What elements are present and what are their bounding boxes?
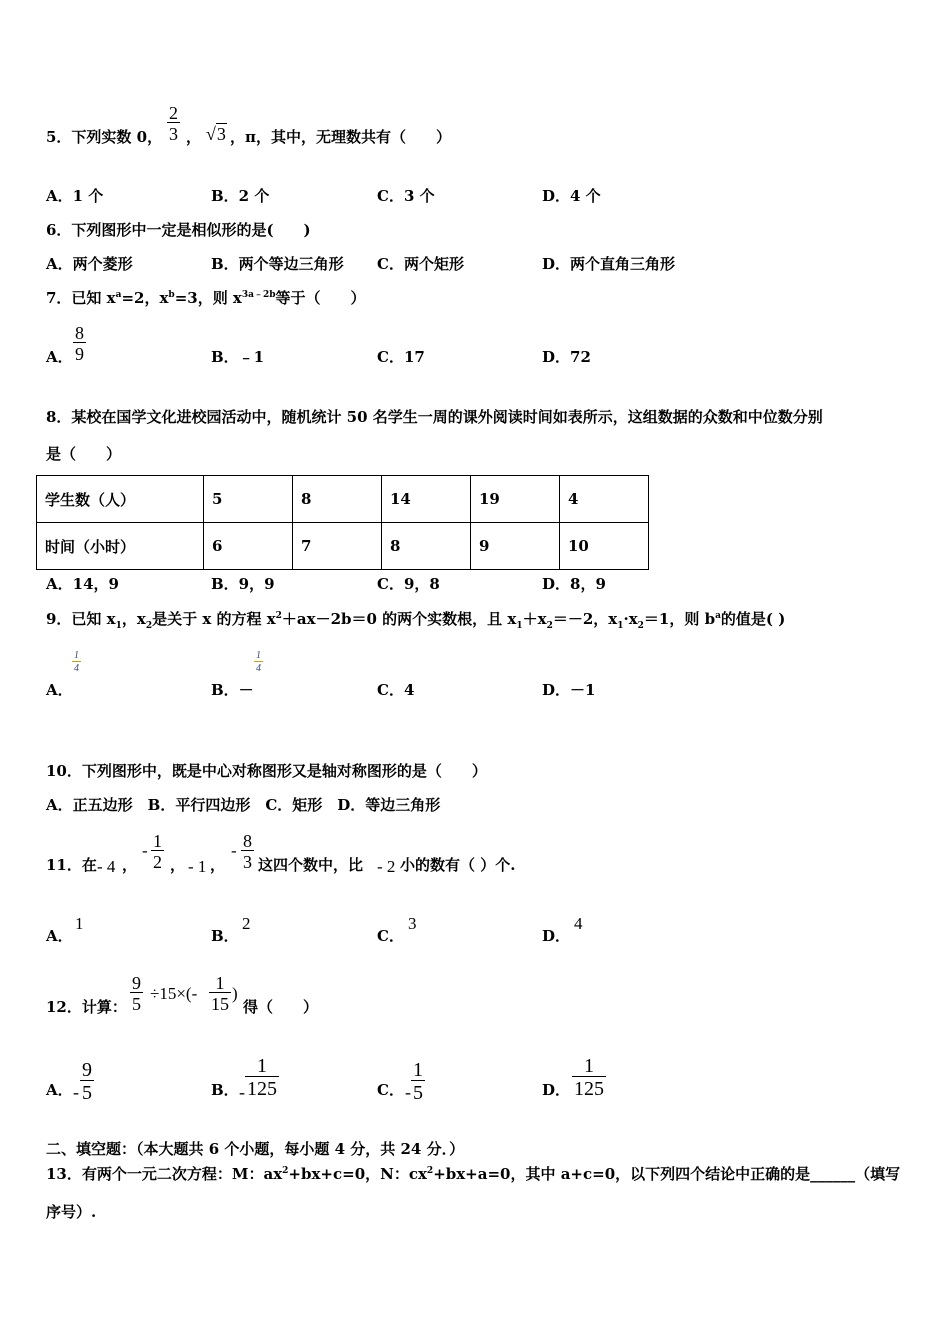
q12-option-c[interactable]: C． xyxy=(377,1081,404,1099)
q11-frac1-num: 1 xyxy=(153,831,162,851)
q11-value-2: - 1 xyxy=(188,857,207,876)
q5-text-a: 5．下列实数 0， xyxy=(46,128,163,146)
q7-a-den: 9 xyxy=(75,344,84,364)
q9-text-e: ＋x xyxy=(522,610,547,628)
q9-stem xyxy=(46,610,786,631)
q9-text-g: ·x xyxy=(623,610,638,628)
q10-stem: 10．下列图形中，既是中心对称图形又是轴对称图形的是（ ） xyxy=(46,762,487,780)
q6-option-c[interactable]: C．两个矩形 xyxy=(377,255,464,273)
q7-stem xyxy=(46,289,366,307)
q8-option-c[interactable]: C．9，8 xyxy=(377,575,440,593)
q12-option-b[interactable]: B． xyxy=(211,1081,239,1099)
q11-frac2-num: 8 xyxy=(243,831,252,851)
q10-options[interactable]: A．正五边形 B．平行四边形 C．矩形 D．等边三角形 xyxy=(46,796,441,814)
table-cell: 6 xyxy=(204,523,293,570)
q12-a-num: 9 xyxy=(82,1059,92,1081)
q12-d-num: 1 xyxy=(584,1055,594,1077)
q9-option-d[interactable]: D．－1 xyxy=(542,681,596,699)
q11-sep1: ， xyxy=(122,856,138,874)
q11-option-d[interactable]: D． xyxy=(542,927,571,945)
q9-sub6: 2 xyxy=(637,621,644,631)
q8-option-d[interactable]: D．8，9 xyxy=(542,575,606,593)
q5-option-d[interactable]: D．4 个 xyxy=(542,187,601,205)
q9-text-d: ＋ax－2b＝0 的两个实数根，且 x xyxy=(281,610,517,628)
q11-fraction-1 xyxy=(151,832,164,871)
q9-option-b-fraction xyxy=(254,651,263,674)
q12-text-a: 12．计算： xyxy=(46,998,127,1016)
q11-option-a-value: 1 xyxy=(75,914,84,933)
q8-option-a[interactable]: A．14，9 xyxy=(46,575,119,593)
q11-sep3: ， xyxy=(210,856,226,874)
q9-sub5: 1 xyxy=(617,621,624,631)
q5-option-b[interactable]: B．2 个 xyxy=(211,187,270,205)
q9-text-i: 的值是( ) xyxy=(720,610,786,628)
q12-option-c-fraction xyxy=(411,1060,425,1103)
q12-operator: ÷15×(- xyxy=(150,984,198,1003)
q9-sup-a: a xyxy=(715,611,721,621)
q9-a-num: 1 xyxy=(74,650,79,661)
table-cell: 19 xyxy=(471,476,560,523)
q11-frac2-den: 3 xyxy=(243,852,252,872)
q9-text-a: 9．已知 x xyxy=(46,610,116,628)
table-cell: 7 xyxy=(293,523,382,570)
q12-d-den: 125 xyxy=(574,1078,604,1100)
q12-option-b-sign: - xyxy=(239,1082,245,1102)
q12-option-d[interactable]: D． xyxy=(542,1081,571,1099)
q11-option-d-value: 4 xyxy=(574,914,583,933)
q5-option-c[interactable]: C．3 个 xyxy=(377,187,435,205)
q6-option-b[interactable]: B．两个等边三角形 xyxy=(211,255,344,273)
q11-frac1-sign: - xyxy=(142,841,148,860)
q7-option-d[interactable]: D．72 xyxy=(542,348,591,366)
q11-option-a[interactable]: A． xyxy=(46,927,73,945)
q5-frac-den: 3 xyxy=(169,124,178,144)
table-cell: 14 xyxy=(382,476,471,523)
q5-sqrt: √3 xyxy=(206,124,226,144)
q12-c-num: 1 xyxy=(413,1059,423,1081)
q7-option-a-fraction xyxy=(73,324,86,363)
q9-sub4: 2 xyxy=(546,621,553,631)
q12-b-den: 125 xyxy=(247,1078,277,1100)
q12-fraction-1 xyxy=(130,974,143,1013)
q5-stem xyxy=(46,128,162,146)
q12-b-num: 1 xyxy=(257,1055,267,1077)
table-cell: 学生数（人） xyxy=(37,476,204,523)
q11-option-b[interactable]: B． xyxy=(211,927,239,945)
q5-sqrt-val: 3 xyxy=(216,124,226,144)
q13-stem-line2: 序号）. xyxy=(46,1203,97,1221)
q6-option-d[interactable]: D．两个直角三角形 xyxy=(542,255,676,273)
q12-text-b: 得（ ） xyxy=(243,998,319,1016)
q13-text-c: +bx+a=0，其中 a+c=0，以下列四个结论中正确的是______（填写 xyxy=(433,1165,901,1183)
q12-option-a[interactable]: A． xyxy=(46,1081,73,1099)
q7-sup-b: b xyxy=(168,290,175,300)
q5-sep: ， xyxy=(186,128,202,146)
q9-text-h: ＝1，则 b xyxy=(643,610,716,628)
q11-option-c-value: 3 xyxy=(408,914,417,933)
q5-option-a[interactable]: A．1 个 xyxy=(46,187,104,205)
q7-text-b: =2，x xyxy=(121,289,169,307)
q11-option-c[interactable]: C． xyxy=(377,927,404,945)
q12-f2-den: 15 xyxy=(211,994,229,1014)
q6-option-a[interactable]: A．两个菱形 xyxy=(46,255,133,273)
table-row xyxy=(37,476,649,523)
q9-option-b[interactable]: B．－ xyxy=(211,681,254,699)
q11-text-a: 11．在 xyxy=(46,856,97,874)
q7-sup-c: 3a﹣2b xyxy=(241,290,276,300)
q11-option-b-value: 2 xyxy=(242,914,251,933)
q9-option-a[interactable]: A． xyxy=(46,681,73,699)
q9-option-a-fraction xyxy=(72,651,81,674)
q11-frac2-sign: - xyxy=(231,841,237,860)
q8-stem-line2: 是（ ） xyxy=(46,445,122,463)
q12-option-a-fraction xyxy=(80,1060,94,1103)
q9-a-den: 4 xyxy=(74,663,79,674)
q7-option-a[interactable]: A． xyxy=(46,348,73,366)
q12-f2-num: 1 xyxy=(215,973,225,993)
q12-c-den: 5 xyxy=(413,1082,423,1104)
q8-stem-line1: 8．某校在国学文化进校园活动中，随机统计 50 名学生一周的课外阅读时间如表所示，这组数据的众数和中位数分别 xyxy=(46,408,823,426)
q12-option-b-fraction xyxy=(245,1056,279,1099)
table-cell: 8 xyxy=(293,476,382,523)
q7-option-b[interactable]: B．﹣1 xyxy=(211,348,265,366)
q12-close-paren: ) xyxy=(232,984,238,1003)
q11-sep2: ， xyxy=(170,856,186,874)
q11-text-b: 这四个数中，比 xyxy=(258,856,364,874)
q12-fraction-2 xyxy=(209,974,231,1013)
table-cell: 8 xyxy=(382,523,471,570)
q8-option-b[interactable]: B．9，9 xyxy=(211,575,275,593)
q12-f1-den: 5 xyxy=(132,994,141,1014)
q11-value-3: - 2 xyxy=(377,857,396,876)
q11-text-c: 小的数有（ ）个. xyxy=(400,856,516,874)
q9-b-den: 4 xyxy=(256,663,261,674)
q5-fraction xyxy=(167,104,180,143)
table-cell: 时间（小时） xyxy=(37,523,204,570)
q13-sup2: 2 xyxy=(426,1166,434,1176)
q7-option-c[interactable]: C．17 xyxy=(377,348,425,366)
q11-value-1: - 4 xyxy=(97,857,116,876)
q5-frac-num: 2 xyxy=(169,103,178,123)
q11-fraction-2 xyxy=(241,832,254,871)
q9-text-c: 是关于 x 的方程 x xyxy=(152,610,276,628)
q12-option-d-fraction xyxy=(572,1056,606,1099)
q12-option-a-sign: - xyxy=(73,1082,79,1102)
q9-sub2: 2 xyxy=(145,621,153,631)
q7-a-num: 8 xyxy=(75,323,84,343)
table-cell: 5 xyxy=(204,476,293,523)
q9-b-num: 1 xyxy=(256,650,261,661)
q7-text-d: 等于（ ） xyxy=(275,289,366,307)
q9-sup2: 2 xyxy=(275,611,282,621)
q8-data-table xyxy=(36,475,649,570)
q12-f1-num: 9 xyxy=(132,973,141,993)
q9-text-f: ＝－2，x xyxy=(552,610,618,628)
q12-option-c-sign: - xyxy=(405,1082,411,1102)
table-cell: 9 xyxy=(471,523,560,570)
q13-stem xyxy=(46,1165,900,1183)
q13-sup1: 2 xyxy=(282,1166,289,1176)
q9-sub3: 1 xyxy=(516,621,523,631)
q7-sup-a: a xyxy=(115,290,122,300)
q11-frac1-den: 2 xyxy=(153,852,162,872)
table-cell: 10 xyxy=(560,523,649,570)
section-2-title: 二、填空题：（本大题共 6 个小题，每小题 4 分，共 24 分．） xyxy=(46,1140,465,1158)
q9-sub1: 1 xyxy=(115,621,122,631)
q9-text-b: ，x xyxy=(121,610,146,628)
q9-option-c[interactable]: C．4 xyxy=(377,681,415,699)
table-row xyxy=(37,523,649,570)
q7-text-a: 7．已知 x xyxy=(46,289,116,307)
q7-text-c: =3，则 x xyxy=(174,289,242,307)
table-cell: 4 xyxy=(560,476,649,523)
q6-stem: 6．下列图形中一定是相似形的是( ) xyxy=(46,221,311,239)
q5-text-b: ，π，其中，无理数共有（ ） xyxy=(230,128,451,146)
q12-a-den: 5 xyxy=(82,1082,92,1104)
q13-text-a: 13．有两个一元二次方程：M：ax xyxy=(46,1165,283,1183)
q13-text-b: +bx+c=0，N：cx xyxy=(288,1165,427,1183)
